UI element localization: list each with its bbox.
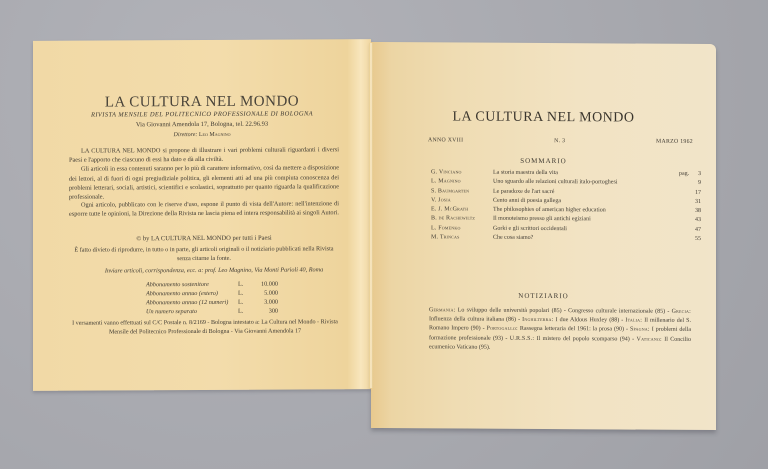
subscription-row xyxy=(146,308,278,318)
disclaimer-paragraph xyxy=(69,199,339,219)
toc-title: Gorki e gli scrittori occidentali xyxy=(493,225,567,232)
toc-page: 38 xyxy=(695,208,701,215)
magazine-title: LA CULTURA NEL MONDO xyxy=(104,93,300,111)
subscription-amount: 5.000 xyxy=(264,289,278,297)
intro-paragraph xyxy=(69,145,339,202)
intro-text: si propone di illustrare i vari problemi culturali riguardanti i diversi Paesi e l'apporto che ciascuno di essi ha dato e dà alla civiltà. xyxy=(69,146,340,164)
sommario-heading: SOMMARIO xyxy=(520,156,567,166)
toc-author: B. de Rachewiltz xyxy=(431,215,475,223)
subscription-currency: L. xyxy=(238,298,244,306)
toc-author: L. Magnino xyxy=(431,178,461,185)
issue-date: MARZO 1962 xyxy=(656,138,693,145)
toc-author: E. J. McGrath xyxy=(431,206,469,213)
subscription-currency: L. xyxy=(238,289,244,297)
notiziario-text xyxy=(429,306,691,354)
notiziario-country: Portogallo: xyxy=(486,326,518,333)
issue-year: ANNO XVIII xyxy=(428,137,464,144)
subscription-amount: 3.000 xyxy=(264,298,278,306)
subscription-currency: L. xyxy=(238,280,244,288)
left-page xyxy=(33,39,371,391)
notiziario-item: Il Concilio ecumenico Vaticano (95). xyxy=(429,336,691,351)
disclaimer-text: Ogni articolo, pubblicato con le riserve d'uso, espone il punto di vista dell'Autore: nell'intenzione di esporre tutte le opinioni, la Direzione della Rivista ne lascia piena ed intera responsabilità ai singoli Autori. xyxy=(69,200,339,218)
toc-page: 31 xyxy=(695,198,701,205)
toc-page: 55 xyxy=(695,236,701,243)
toc-author: M. Trincas xyxy=(431,234,460,241)
articles-paragraph: Gli articoli in essa contenuti saranno per lo più di carattere informativo, così da mettere a disposizione dei lettori, al di fuori di ogni pregiudiziale politica, gli elementi atti ad una più compiuta conoscenza dei problemi letterari, sociali, artistici, scientifici e scolastici, soprattutto per quanto riguarda la qualificazione professionale. xyxy=(69,164,339,201)
notiziario-country: Grecia: xyxy=(671,308,691,315)
notiziario-item: Il millenario del S. Romano Impero (90) - xyxy=(429,317,691,333)
notiziario-country: Italia: xyxy=(625,317,643,324)
toc-entry xyxy=(431,234,701,245)
notiziario-country: Inghilterra: xyxy=(522,317,554,324)
toc-page: 9 xyxy=(698,180,701,187)
toc-title: Il monoteismo presso gli antichi egiziani xyxy=(493,216,591,223)
subscription-currency: L. xyxy=(238,307,244,315)
magazine-subtitle: RIVISTA MENSILE DEL POLITECNICO PROFESSIONALE DI BOLOGNA xyxy=(90,110,314,119)
notiziario-heading: NOTIZIARIO xyxy=(518,291,569,301)
issue-number: N. 3 xyxy=(554,138,566,145)
intro-lead: LA CULTURA NEL MONDO xyxy=(81,147,161,155)
notiziario-country: U.R.S.S.: xyxy=(509,335,535,342)
toc-page: 3 xyxy=(698,170,701,177)
toc-title: Cento anni di poesia gallega xyxy=(493,197,561,204)
publisher-address: Via Giovanni Amendola 17, Bologna, tel. 22.96.93 xyxy=(135,120,269,129)
toc-title: Che cosa siamo? xyxy=(493,234,534,242)
toc-author: V. Josia xyxy=(431,197,451,204)
toc-author: G. Vinciano xyxy=(431,169,462,176)
toc-page: 17 xyxy=(695,189,701,196)
subscription-label: Abbonamento sostenitore xyxy=(146,280,209,289)
subscription-label: Un numero separato xyxy=(146,308,197,316)
notiziario-item: I due Aldous Huxley (88) - xyxy=(553,317,626,324)
notiziario-item: Influenza della cultura italiana (86) - xyxy=(429,316,523,324)
notiziario-item: Lo sviluppo delle università popolari (85) - Congresso culturale internazionale (85) - xyxy=(455,307,672,315)
page-label: pag. xyxy=(679,170,690,177)
book-spine xyxy=(369,43,373,388)
payment-info: I versamenti vanno effettuati sul C/C Postale n. 8/2169 - Bologna intestato a: La Cultura nel Mondo - Rivista Mensile del Politecnico Professionale di Bologna - Via Giovanni Amendola 17 xyxy=(72,319,338,336)
toc-title: Uno sguardo alle relazioni culturali italo-portoghesi xyxy=(493,178,618,186)
toc-page: 43 xyxy=(695,217,701,224)
director-label: Direttore: xyxy=(173,132,198,139)
subscription-label: Abbonamento annuo (12 numeri) xyxy=(146,298,229,307)
notiziario-item: Il mistero del popolo scomparso (94) - xyxy=(534,335,637,343)
subscription-label: Abbonamento annuo (estero) xyxy=(146,289,218,298)
issue-info xyxy=(428,137,693,145)
notiziario-country: Spagna: xyxy=(629,326,650,334)
reproduction-notice: È fatto divieto di riprodurre, in tutto o in parte, gli articoli originali o il notiziario pubblicati nella Rivista senza citarne la fonte. xyxy=(74,245,334,263)
toc-author: L. Fomenko xyxy=(431,225,461,232)
subscription-amount: 300 xyxy=(268,307,278,315)
notiziario-country: Germania: xyxy=(429,307,456,314)
table-of-contents xyxy=(431,169,701,245)
toc-title: The philosophies of american higher education xyxy=(493,206,606,214)
copyright-line: © by LA CULTURA NEL MONDO per tutti i Paesi xyxy=(136,234,272,243)
director-line xyxy=(33,131,371,139)
toc-author: S. Baumgarten xyxy=(431,187,470,195)
subscription-amount: 10.000 xyxy=(260,280,278,288)
magazine-title: LA CULTURA NEL MONDO xyxy=(452,109,635,126)
right-page xyxy=(371,42,716,430)
toc-page: 47 xyxy=(695,226,701,233)
send-to-address: Inviare articoli, corrispondenza, ecc. a: prof. Leo Magnino, Via Monti Parioli 40, Roma xyxy=(104,266,324,275)
toc-title: La storia maestra della vita xyxy=(493,169,558,177)
toc-title: Le paradoxe de l'art sacré xyxy=(493,188,555,195)
director-name: Leo Magnino xyxy=(198,131,231,139)
subscription-table xyxy=(146,281,278,318)
notiziario-country: Vaticano: xyxy=(636,336,662,343)
notiziario-item: Rassegna letteraria del 1961: la prosa (90) - xyxy=(517,326,630,333)
notiziario-item: I problemi della formazione professionale (93) - xyxy=(429,327,692,342)
